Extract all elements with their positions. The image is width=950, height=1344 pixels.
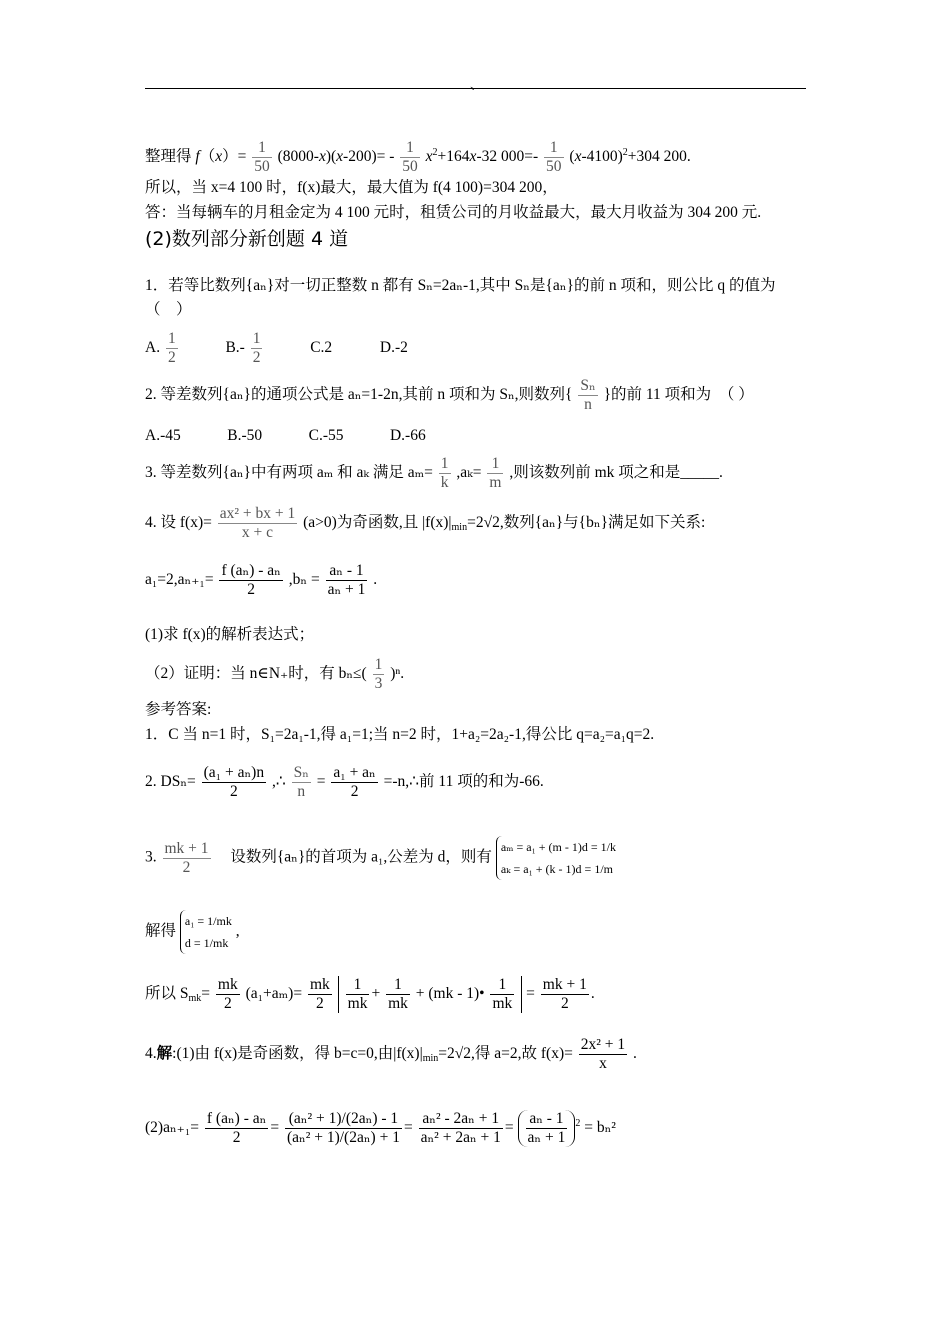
question-1-paren: （ ） <box>145 301 192 318</box>
question-4: 4. 设 f(x)= $\frac{\text{ax² + bx + 1}}{x + c}$ (a>0)为奇函数,且 $|f(x)|_{min}=2√2$,数列{aₙ}与{bₙ}满足如下关系: <box>145 505 706 541</box>
answer-3-solve: 解得 a₁ = 1/mk d = 1/mk , <box>145 910 240 954</box>
line-profit-formula: 整理得 f（x）= $\frac{1}{50}$ (8000-x)(x-200)= - $\frac{1}{50}$ $x^2+164x-32$ 000=- $\frac{1}{50}$ $(x-4100)^2+304$ 200. <box>145 139 691 175</box>
answer-2: 2. DSₙ= $\frac{\text{(a₁ + aₙ)n}}{2}$ ,∴ $\frac{\text{Sₙ}}{n}$ = $\frac{\text{a₁ + aₙ}}{2}$ =-n,∴前 11 项的和为-66. <box>145 764 544 800</box>
question-1: 1．若等比数列{aₙ}对一切正整数 n 都有 Sₙ=2aₙ-1,其中 Sₙ是{aₙ}的前 n 项和，则公比 q 的值为 <box>145 277 776 294</box>
line-max-value: 所以，当 x=4 100 时，f(x)最大，最大值为 f(4 100)=304 200， <box>145 179 558 196</box>
section-title: (2)数列部分新创题 4 道 <box>145 228 349 250</box>
question-4-part-1: (1)求 f(x)的解析表达式； <box>145 626 315 643</box>
equation-system: aₘ = a₁ + (m - 1)d = 1/k aₖ = a₁ + (k - 1)d = 1/m <box>496 836 616 880</box>
header-rule <box>145 88 806 89</box>
answer-3: 3. $\frac{mk + 1}{2}$ 设数列{aₙ}的首项为 a₁,公差为 d，则有 aₘ = a₁ + (m - 1)d = 1/k aₖ = a₁ + (k - 1)d = 1/m <box>145 836 616 880</box>
option-b: B.- <box>225 339 245 357</box>
fraction: $\frac{1}{50}$ <box>254 139 270 175</box>
option-a: A. <box>145 339 161 357</box>
line-answer: 答：当每辆车的月租金定为 4 100 元时，租赁公司的月收益最大，最大月收益为 304 200 元. <box>145 204 762 221</box>
question-4-relation: a₁=2,aₙ₊₁= $\frac{\text{f (aₙ) - aₙ}}{2}$ ,bₙ = $\frac{\text{aₙ - 1}}{\text{aₙ + 1}}$ . <box>145 562 378 598</box>
fraction: $\frac{1}{50}$ <box>546 139 562 175</box>
option-d: D.-2 <box>379 339 408 357</box>
question-4-part-2: （2）证明：当 n∈N₊时，有 bₙ≤( $\frac{1}{3}$ )ⁿ. <box>145 656 405 692</box>
solution-system: a₁ = 1/mk d = 1/mk <box>180 910 232 954</box>
option-c: C.2 <box>310 339 333 357</box>
text: 整理得 <box>145 148 192 166</box>
header-mark: 、 <box>470 77 484 92</box>
question-1-options: A. $\frac{1}{2}$ B.- $\frac{1}{2}$ C.2 D.-2 <box>145 330 408 366</box>
reference-title: 参考答案: <box>145 701 212 718</box>
answer-4: 4.解:(1)由 f(x)是奇函数，得 b=c=0,由$|f(x)|_{min}=2√2$,得 a=2,故 f(x)= $\frac{\text{2x² + 1}}{x}$ . <box>145 1036 637 1072</box>
question-2-options: A.-45 B.-50 C.-55 D.-66 <box>145 427 426 444</box>
question-3: 3. 等差数列{aₙ}中有两项 aₘ 和 aₖ 满足 aₘ= $\frac{1}{k}$ ,aₖ= $\frac{1}{m}$ ,则该数列前 mk 项之和是_____. <box>145 455 723 491</box>
answer-4-part-2: (2)aₙ₊₁= $\frac{\text{f (aₙ) - aₙ}}{2}$ = $\frac{\text{(aₙ² + 1)/(2aₙ) - 1}}{\text{(aₙ² + 1)/(2aₙ) + 1}}$ = $\frac{\text{aₙ² - 2aₙ + 1}}{\text{aₙ² + 2aₙ + 1}}$ = $\frac{\text{aₙ - 1}}{\text{aₙ + 1}}$ $^2$ = bₙ² <box>145 1110 616 1146</box>
answer-3-sum: 所以 $S_{mk}=$ $\frac{mk}{2}$ (a₁+aₘ)= $\frac{mk}{2}$ $\frac{1}{mk}$ + $\frac{1}{mk}$ + (mk - 1)• $\frac{1}{mk}$ = $\frac{mk + 1}{2}$ . <box>145 976 595 1012</box>
fraction: $\frac{1}{50}$ <box>402 139 418 175</box>
bracket-expression: $\frac{1}{mk}$ + $\frac{1}{mk}$ + (mk - 1)• $\frac{1}{mk}$ <box>338 976 523 1013</box>
answer-1: 1．C 当 n=1 时，S₁=2a₁-1,得 a₁=1;当 n=2 时，1+a₂=2a₂-1,得公比 q=a₂=a₁q=2. <box>145 726 655 743</box>
question-2: 2. 等差数列{aₙ}的通项公式是 aₙ=1-2n,其前 n 项和为 Sₙ,则数列{ $\frac{\text{Sₙ}}{n}$ }的前 11 项和为 （ ） <box>145 377 754 413</box>
